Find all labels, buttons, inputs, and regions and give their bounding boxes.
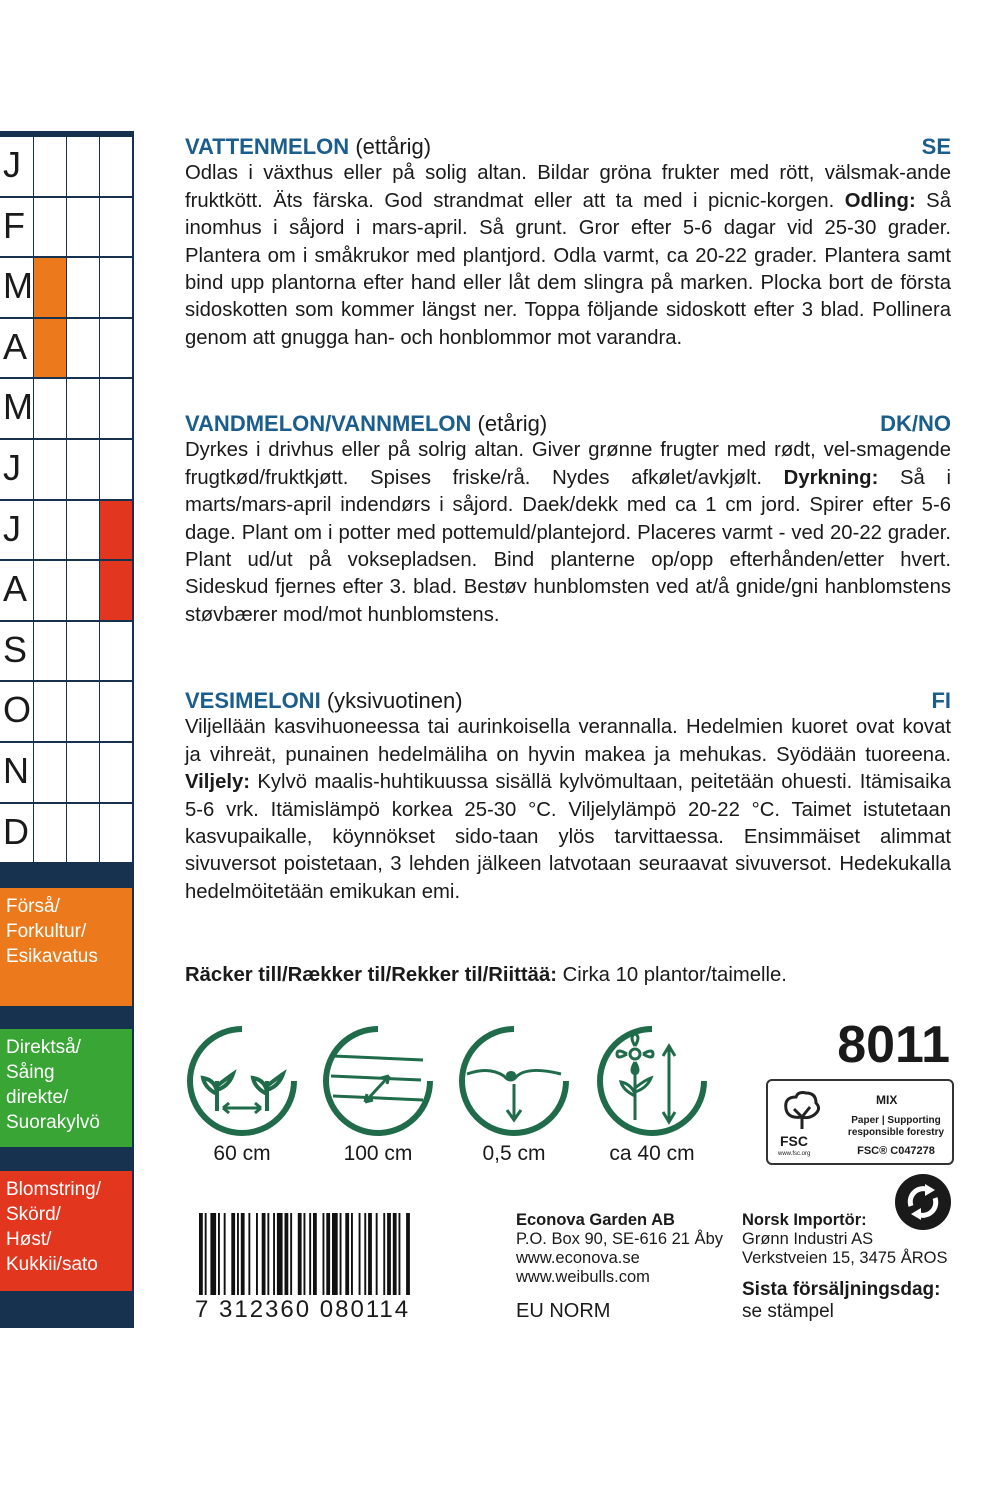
month-cell [100,561,132,620]
legend-direct-line: Suorakylvö [6,1112,100,1133]
language-code: FI [931,688,951,713]
plant-name: VESIMELONI [185,688,321,713]
legend-harvest-line: Skörd/ [6,1204,61,1225]
plant-name: VANDMELON/VANNMELON [185,411,472,436]
barcode-bar [218,1213,220,1295]
month-letter-cell [0,743,33,802]
section-danish-norwegian [185,410,951,629]
section-text: Odlas i växthus eller på solig altan. Bildar gröna frukter med rött, välsmak-ande fruktkött. Äts färska. God strandmat eller att ta med i picnic-korgen. Odling: Så inomhus i såjord i mars-april. Så grunt. Gror efter 5-6 dagar vid 25-30 grader. Plantera om i småkrukor med plantjord. Odla varmt, ca 20-22 grader. Plantera samt bind upp plantorna efter hand eller låt dem slingra på marken. Plocka bort de första sidoskotten som kommer längst ner. Toppa följande sidoskott efter 3 blad. Pollinera genom att gnugga han- och honblommor mot varandra. [185,162,951,349]
month-cell [100,319,132,378]
plant-name: VATTENMELON [185,134,350,159]
month-cell [100,622,132,681]
barcode-bar [387,1213,391,1295]
sowing-depth [458,1026,570,1166]
month-cell [67,137,99,196]
fsc-url: www.fsc.org [778,1151,811,1157]
month-letter-cell [0,682,33,741]
website-link[interactable]: www.weibulls.com [516,1268,650,1286]
barcode-bar [241,1213,245,1295]
barcode-bar [210,1213,216,1295]
legend-sow [0,888,132,1006]
barcode-bar [313,1213,317,1295]
month-letter: A [3,568,28,610]
section-swedish [185,133,951,352]
month-cell [34,804,66,863]
last-sale-title: Sista försäljningsdag: [742,1279,941,1300]
article-number: 8011 [837,1016,950,1074]
month-letter-cell [0,561,33,620]
legend-direct-line: Såing [6,1062,55,1083]
month-cell [67,440,99,499]
month-cell [67,622,99,681]
month-cell [34,682,66,741]
month-row [0,197,132,258]
month-cell [67,743,99,802]
last-sale-value: se stämpel [742,1301,834,1322]
legend-sow-line: Förså/ [6,896,60,917]
month-row [0,560,132,621]
barcode-number: 7 312360 080114 [195,1296,411,1323]
row-spacing [322,1026,434,1166]
section-header [185,133,951,160]
barcode-bar [248,1213,250,1295]
barcode-bar [345,1213,349,1295]
month-cell [100,682,132,741]
month-cell [34,440,66,499]
barcode-bar [332,1213,338,1295]
row-spacing-value: 100 cm [343,1142,413,1165]
month-letter: F [3,204,25,246]
row-spacing-icon [323,1026,433,1136]
legend-harvest-line: Blomstring/ [6,1179,102,1200]
month-cell [34,743,66,802]
fsc-tree-icon [776,1089,828,1133]
month-letter-cell [0,319,33,378]
barcode-bar [406,1213,410,1295]
month-cell [67,501,99,560]
barcode-bar [351,1213,353,1295]
importer-title: Norsk Importör: [742,1211,867,1229]
legend-sow-line: Esikavatus [6,946,98,967]
month-cell [34,561,66,620]
legend-direct-line: direkte/ [6,1087,69,1108]
barcode-bar [309,1213,311,1295]
month-letter: A [3,325,28,367]
month-row [0,439,132,500]
month-row [0,621,132,682]
month-row [0,257,132,318]
company-name: Econova Garden AB [516,1211,675,1229]
month-letter: J [3,446,21,488]
sowing-calendar [0,131,134,1328]
plant-height-value: ca 40 cm [609,1142,695,1165]
month-cell [34,379,66,438]
plant-type: (yksivuotinen) [326,688,463,713]
month-cell [67,561,99,620]
barcode-bar [368,1213,372,1295]
barcode-bar [256,1213,258,1295]
eu-norm: EU NORM [516,1300,611,1322]
barcode-bar [326,1213,330,1295]
barcode-bar [304,1213,306,1295]
month-cell [34,137,66,196]
month-row [0,318,132,379]
fsc-code: FSC® C047278 [857,1145,935,1157]
barcode-bar [393,1213,397,1295]
month-letter-cell [0,622,33,681]
section-header [185,410,951,437]
month-letter: D [3,810,29,852]
month-letter-cell [0,804,33,863]
month-letter-cell [0,137,33,196]
barcode-bar [364,1213,366,1295]
month-cell [67,379,99,438]
sowing-depth-value: 0,5 cm [482,1142,546,1165]
barcode-bar [224,1213,226,1295]
barcode-bar [383,1213,385,1295]
month-letter: N [3,749,29,791]
last-sale-date [742,1279,940,1323]
month-cell [100,501,132,560]
barcode-bar [237,1213,239,1295]
barcode-bar [273,1213,275,1295]
yield-info: Räcker till/Rækker til/Rekker til/Riittää: Cirka 10 plantor/taimelle. [185,964,787,986]
plant-spacing-icon [187,1026,297,1136]
norway-importer [742,1211,947,1268]
barcode-bar [399,1213,401,1295]
month-grid [0,136,132,863]
month-letter: J [3,507,21,549]
barcode-bar [298,1213,302,1295]
month-letter-cell [0,379,33,438]
month-cell [67,258,99,317]
plant-spacing-value: 60 cm [213,1142,271,1165]
barcode-bar [285,1213,289,1295]
month-letter: O [3,689,32,731]
barcode-bar [340,1213,342,1295]
barcode-bar [290,1213,292,1295]
month-cell [34,319,66,378]
month-cell [67,682,99,741]
month-cell [100,804,132,863]
website-link[interactable]: www.econova.se [516,1249,640,1267]
month-cell [100,379,132,438]
barcode-bar [205,1213,207,1295]
barcode-bar [277,1213,283,1295]
month-cell [34,622,66,681]
plant-type: (ettårig) [355,134,432,159]
language-code: DK/NO [880,411,951,436]
fsc-badge [766,1079,954,1165]
section-text: Viljellään kasvihuoneessa tai aurinkoisella verannalla. Hedelmien kuoret ovat kovat ja vihreät, punainen hedelmäliha on hyvin makea ja mehukas. Syödään tuoreena. Viljely: Kylvö maalis-huhtikuussa sisällä kylvömultaan, peitetään ohuesti. Itämisaika 5-6 vrk. Itämislämpö korkea 25-30 °C. Viljelylämpö 20-22 °C. Taimet istutetaan kasvupaikalle, köynnökset sido-taan ylös tarvittaessa. Ensimmäiset alimmat sivuversot poistetaan, 3 lehden jälkeen latvotaan seuraavat sivuversot. Hedekukalla hedelmöitetään emikukan emi. [185,716,951,903]
address-line: P.O. Box 90, SE-616 21 Åby [516,1230,723,1248]
month-cell [34,198,66,257]
econova-address [516,1211,723,1287]
month-row [0,742,132,803]
month-cell [34,258,66,317]
plant-spacing [186,1026,298,1166]
legend-direct [0,1029,132,1147]
address-line: Verkstveien 15, 3475 ÅROS [742,1249,948,1267]
barcode-bar [262,1213,266,1295]
sowing-depth-icon [459,1026,569,1136]
month-cell [100,743,132,802]
section-header [185,687,951,714]
month-letter-cell [0,258,33,317]
legend-sow-line: Forkultur/ [6,921,87,942]
legend-direct-line: Direktså/ [6,1037,81,1058]
month-letter: M [3,386,33,428]
month-letter-cell [0,440,33,499]
month-letter: S [3,628,28,670]
month-letter-cell [0,501,33,560]
barcode-bar [267,1213,269,1295]
barcode-bar [359,1213,361,1295]
fsc-mix: MIX [876,1093,898,1107]
language-code: SE [921,134,951,159]
plant-type: (etårig) [477,411,548,436]
month-row [0,378,132,439]
fsc-label: FSC [780,1133,808,1149]
month-cell [100,198,132,257]
barcode-bar [376,1213,378,1295]
month-row [0,500,132,561]
section-finnish [185,687,951,906]
month-row [0,681,132,742]
barcode-bar [323,1213,325,1295]
legend-harvest-line: Kukkii/sato [6,1254,98,1275]
month-letter: J [3,144,21,185]
barcode-bar [231,1213,235,1295]
month-cell [100,258,132,317]
month-cell [67,319,99,378]
month-cell [67,198,99,257]
month-cell [34,501,66,560]
barcode-bar [199,1213,203,1295]
address-line: Grønn Industri AS [742,1230,874,1248]
plant-height-icon [597,1026,707,1136]
fsc-paper-text: Paper | Supporting responsible forestry [847,1115,945,1138]
month-row [0,803,132,864]
legend-harvest [0,1171,132,1291]
plant-height [596,1026,708,1166]
month-letter: M [3,265,33,307]
legend-harvest-line: Høst/ [6,1229,52,1250]
month-cell [67,804,99,863]
month-cell [100,440,132,499]
month-cell [100,137,132,196]
month-letter-cell [0,198,33,257]
month-row [0,136,132,197]
section-text: Dyrkes i drivhus eller på solrig altan. Giver grønne frugter med rødt, vel-smagende frugtkød/fruktkjøtt. Spises friske/rå. Nydes afkølet/avkjølt. Dyrkning: Så i marts/mars-april indendørs i såjord. Daek/dekk med ca 1 cm jord. Spirer efter 5-6 dage. Plant om i potter med pottemuld/plantejord. Placeres varmt - ved 20-22 grader. Plant ud/ut på voksepladsen. Bind planterne op/opp efterhånden/etter hvert. Sideskud fjernes efter 3. blad. Bestøv hunblomsten ved at/å gnide/gni hanblomstens støvbærer mod/mot hunblomstens. [185,439,951,626]
